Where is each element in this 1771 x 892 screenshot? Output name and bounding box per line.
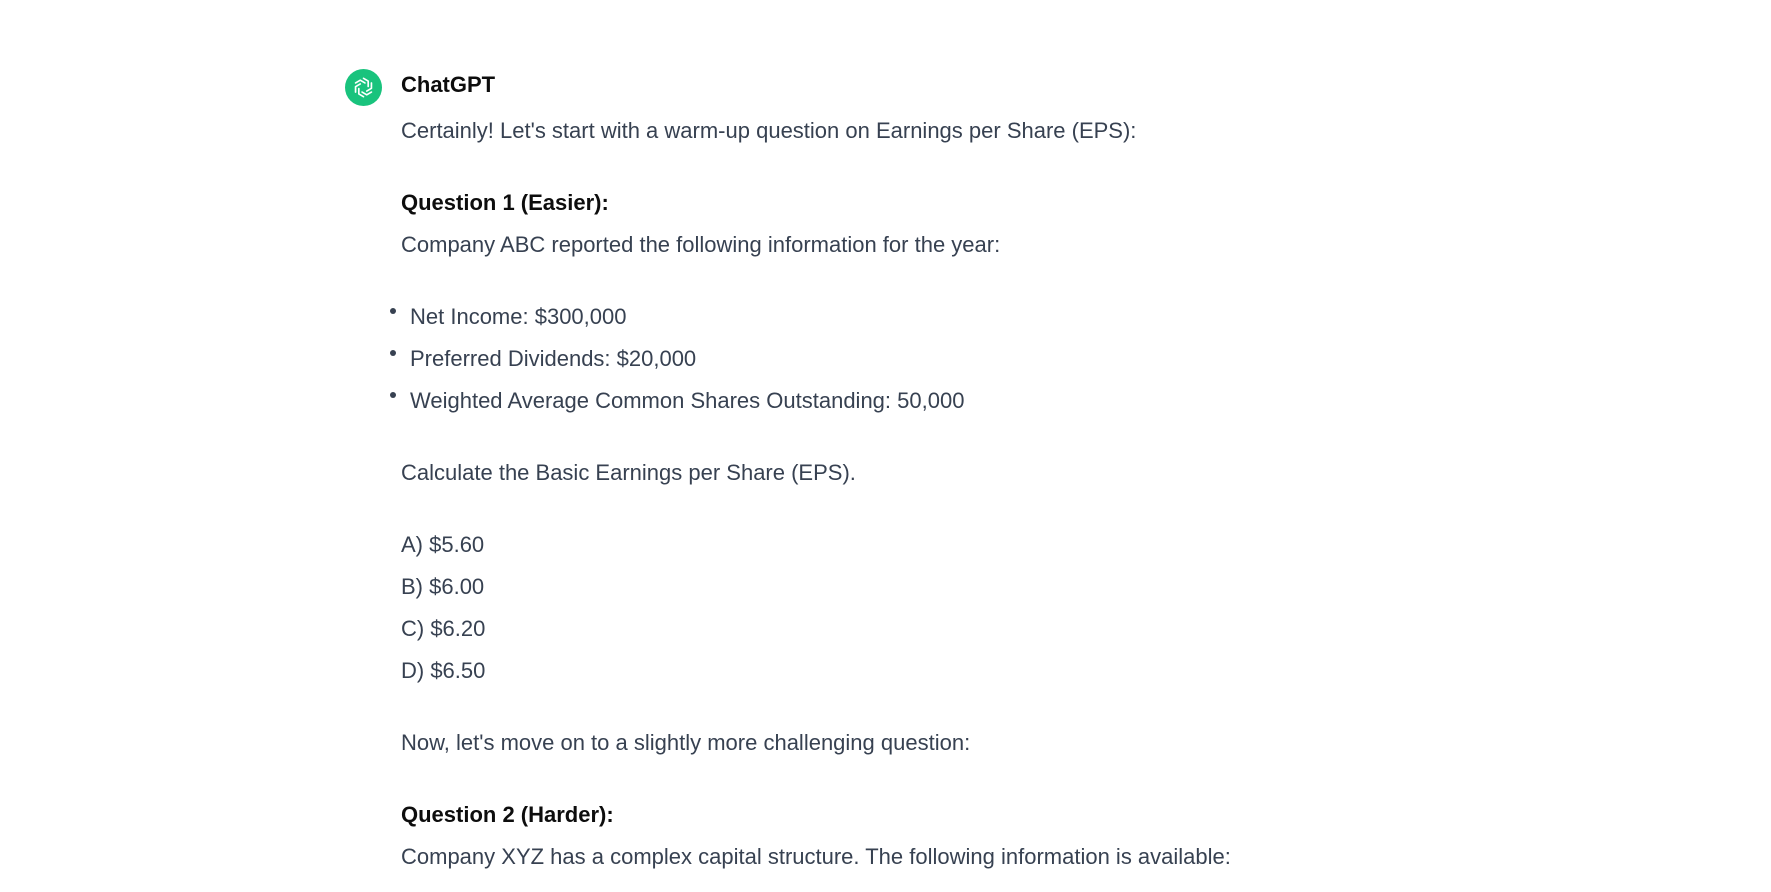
question-1-lead: Company ABC reported the following information for the year: (401, 232, 1001, 257)
question-1-facts-list (401, 296, 1361, 422)
assistant-message (401, 70, 1361, 878)
message-content (401, 110, 1361, 878)
question-1-prompt: Calculate the Basic Earnings per Share (EPS). (401, 460, 856, 485)
transition-text: Now, let's move on to a slightly more challenging question: (401, 730, 971, 755)
question-2-lead: Company XYZ has a complex capital structure. The following information is available: (401, 844, 1231, 869)
option-d: D) $6.50 (401, 658, 486, 683)
message-author: ChatGPT (401, 72, 496, 97)
fact-text: Net Income: $300,000 (410, 304, 627, 329)
question-2-title: Question 2 (Harder): (401, 802, 614, 827)
option-c: C) $6.20 (401, 616, 486, 641)
intro-text: Certainly! Let's start with a warm-up question on Earnings per Share (EPS): (401, 118, 1137, 143)
bullet-icon (390, 392, 396, 398)
question-1-options (401, 524, 1361, 692)
fact-text: Preferred Dividends: $20,000 (410, 346, 697, 371)
option-a: A) $5.60 (401, 532, 485, 557)
fact-text: Weighted Average Common Shares Outstanding: 50,000 (410, 388, 965, 413)
openai-logo-icon (351, 75, 376, 100)
chatgpt-avatar (345, 69, 382, 106)
bullet-icon (390, 350, 396, 356)
option-b: B) $6.00 (401, 574, 485, 599)
question-1-title: Question 1 (Easier): (401, 190, 609, 215)
bullet-icon (390, 308, 396, 314)
list-item (401, 296, 1361, 338)
list-item (401, 338, 1361, 380)
list-item (401, 380, 1361, 422)
